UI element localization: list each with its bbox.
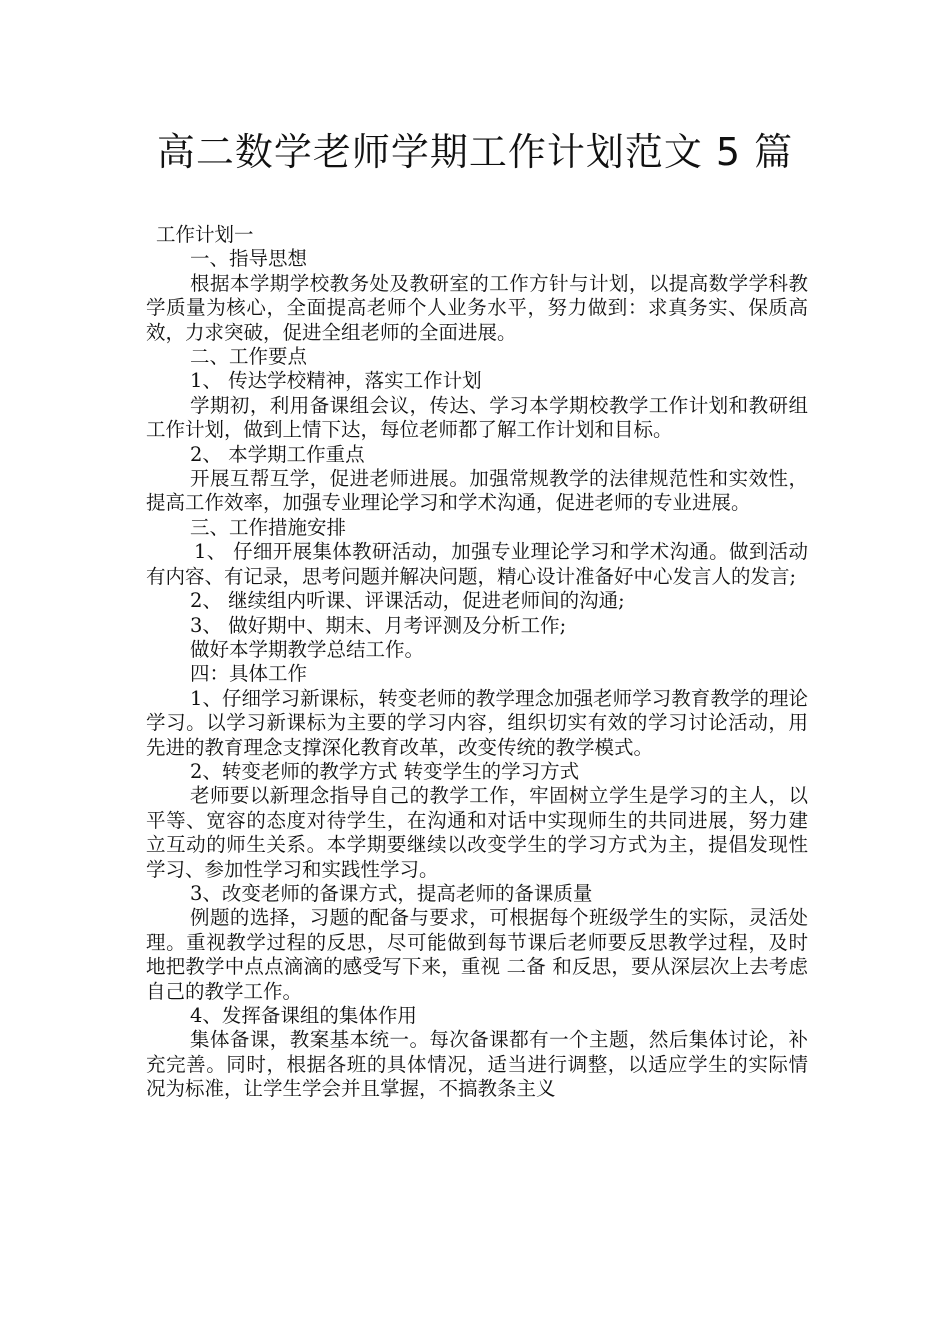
paragraph: 集体备课，教案基本统一。每次备课都有一个主题，然后集体讨论，补充完善。同时，根据各班的具体情况，适当进行调整，以适应学生的实际情况为标准，让学生学会并且掌握，不搞教条主义	[146, 1028, 808, 1101]
paragraph: 做好本学期教学总结工作。	[190, 637, 425, 661]
paragraph: 根据本学期学校教务处及教研室的工作方针与计划，以提高数学学科教学质量为核心，全面提高老师个人业务水平，努力做到：求真务实、保质高效，力求突破，促进全组老师的全面进展。	[146, 271, 808, 344]
paragraph: 3、改变老师的备课方式，提高老师的备课质量	[190, 881, 593, 905]
paragraph: 1、 仔细开展集体教研活动，加强专业理论学习和学术沟通。做到活动有内容、有记录，思考问题并解决问题，精心设计准备好中心发言人的发言;	[146, 540, 808, 588]
paragraph: 1、 传达学校精神，落实工作计划	[190, 369, 482, 393]
paragraph: 四：具体工作	[190, 662, 308, 686]
paragraph: 4、发挥备课组的集体作用	[190, 1004, 417, 1027]
document-title: 高二数学老师学期工作计划范文 5 篇	[156, 130, 794, 174]
paragraph: 学期初，利用备课组会议，传达、学习本学期校教学工作计划和教研组工作计划，做到上情下达，每位老师都了解工作计划和目标。	[146, 393, 808, 442]
paragraph: 例题的选择，习题的配备与要求，可根据每个班级学生的实际，灵活处理。重视教学过程的反思，尽可能做到每节课后老师要反思教学过程，及时地把教学中点点滴滴的感受写下来，重视 二备 和反思，要从深层次上去考虑自己的教学工作。	[146, 906, 808, 1003]
paragraph: 二、工作要点	[190, 345, 308, 369]
paragraph: 一、指导思想	[190, 247, 308, 271]
paragraph: 2、转变老师的教学方式 转变学生的学习方式	[190, 759, 580, 783]
paragraph: 3、 做好期中、期末、月考评测及分析工作;	[190, 613, 567, 637]
paragraph: 开展互帮互学，促进老师进展。加强常规教学的法律规范性和实效性，提高工作效率，加强专业理论学习和学术沟通，促进老师的专业进展。	[146, 467, 808, 515]
paragraph: 工作计划一	[156, 223, 254, 246]
paragraph: 老师要以新理念指导自己的教学工作，牢固树立学生是学习的主人，以平等、宽容的态度对待学生，在沟通和对话中实现师生的共同进展，努力建立互动的师生关系。本学期要继续以改变学生的学习方式为主，提倡发现性学习、参加性学习和实践性学习。	[146, 784, 808, 881]
paragraph: 1、仔细学习新课标，转变老师的教学理念加强老师学习教育教学的理论学习。以学习新课标为主要的学习内容，组织切实有效的学习讨论活动，用先进的教育理念支撑深化教育改革，改变传统的教学模式。	[146, 686, 808, 759]
paragraph: 三、工作措施安排	[190, 515, 347, 539]
paragraph: 2、 本学期工作重点	[190, 442, 365, 466]
document-body	[146, 223, 808, 1102]
paragraph: 2、 继续组内听课、评课活动，促进老师间的沟通;	[190, 589, 625, 613]
